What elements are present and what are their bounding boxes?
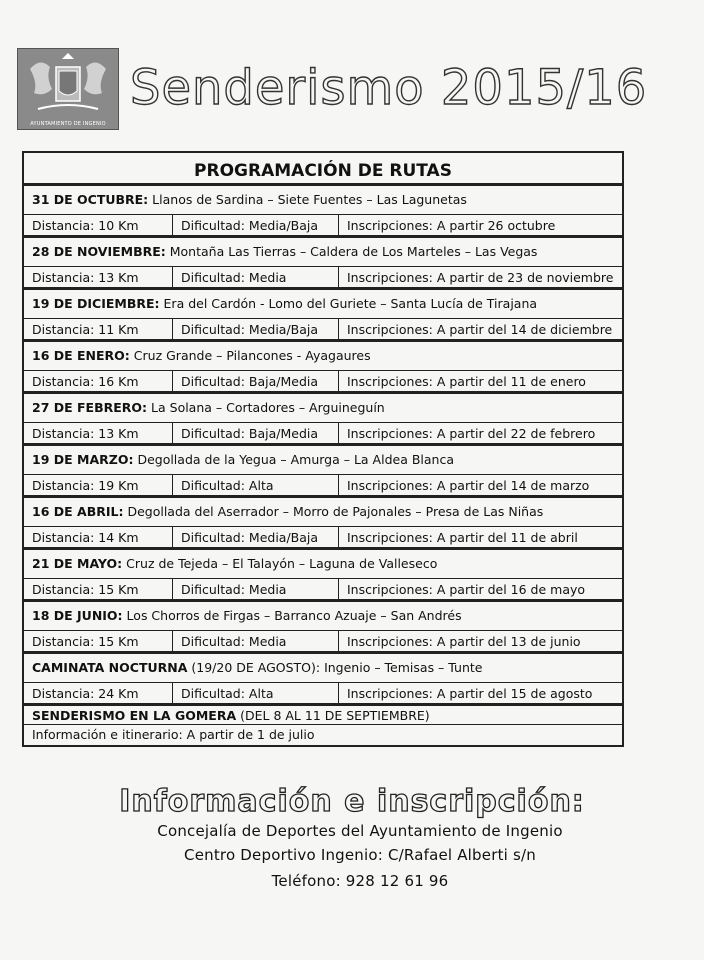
route-name: Degollada de la Yegua – Amurga – La Aldea Blanca xyxy=(137,452,454,467)
route-registration: Inscripciones: A partir del 15 de agosto xyxy=(347,686,593,701)
route-details xyxy=(24,475,622,495)
gomera-info: Información e itinerario: A partir de 1 de julio xyxy=(32,727,315,742)
route-date: 31 DE OCTUBRE: xyxy=(32,192,149,207)
route-name: Montaña Las Tierras – Caldera de Los Marteles – Las Vegas xyxy=(169,244,538,259)
gomera-title: SENDERISMO EN LA GOMERA xyxy=(32,708,237,723)
route-difficulty: Dificultad: Media/Baja xyxy=(173,215,339,235)
route-name: Cruz Grande – Pilancones - Ayagaures xyxy=(133,348,371,363)
route-heading xyxy=(24,238,622,267)
routes-table xyxy=(22,151,624,747)
gomera-heading xyxy=(24,706,622,725)
route-difficulty: Dificultad: Media/Baja xyxy=(173,319,339,339)
route-difficulty: Dificultad: Alta xyxy=(173,475,339,495)
route-difficulty: Dificultad: Media xyxy=(173,631,339,651)
route-registration: Inscripciones: A partir del 22 de febrero xyxy=(347,426,596,441)
route-date: 19 DE MARZO: xyxy=(32,452,134,467)
route-heading xyxy=(24,602,622,631)
route-distance: Distancia: 13 Km xyxy=(24,267,173,287)
route-distance: Distancia: 13 Km xyxy=(24,423,173,443)
route-distance: Distancia: 10 Km xyxy=(24,215,173,235)
route-difficulty: Dificultad: Baja/Media xyxy=(173,423,339,443)
route-registration: Inscripciones: A partir 26 octubre xyxy=(347,218,556,233)
route-row xyxy=(24,446,622,498)
route-registration: Inscripciones: A partir de 23 de noviembre xyxy=(347,270,614,285)
route-distance: Distancia: 14 Km xyxy=(24,527,173,547)
route-registration: Inscripciones: A partir del 14 de diciembre xyxy=(347,322,613,337)
route-heading xyxy=(24,394,622,423)
route-heading xyxy=(24,498,622,527)
route-difficulty: Dificultad: Baja/Media xyxy=(173,371,339,391)
route-details xyxy=(24,631,622,651)
route-date: 27 DE FEBRERO: xyxy=(32,400,148,415)
route-heading xyxy=(24,342,622,371)
route-registration: Inscripciones: A partir del 16 de mayo xyxy=(347,582,586,597)
route-name: Era del Cardón - Lomo del Guriete – Santa Lucía de Tirajana xyxy=(163,296,538,311)
route-difficulty: Dificultad: Media xyxy=(173,579,339,599)
route-distance: Distancia: 24 Km xyxy=(24,683,173,703)
page-title: Senderismo 2015/16 xyxy=(130,60,648,116)
route-name: La Solana – Cortadores – Arguineguín xyxy=(151,400,385,415)
route-date: 16 DE ABRIL: xyxy=(32,504,124,519)
route-row xyxy=(24,498,622,550)
route-details xyxy=(24,527,622,547)
route-row xyxy=(24,654,622,706)
route-details xyxy=(24,423,622,443)
info-title: Información e inscripción: xyxy=(119,784,585,819)
route-name: Cruz de Tejeda – El Talayón – Laguna de Valleseco xyxy=(126,556,438,571)
route-name: (19/20 DE AGOSTO): Ingenio – Temisas – Tunte xyxy=(191,660,483,675)
route-difficulty: Dificultad: Media xyxy=(173,267,339,287)
route-registration: Inscripciones: A partir del 11 de enero xyxy=(347,374,586,389)
route-details xyxy=(24,579,622,599)
route-heading xyxy=(24,446,622,475)
route-heading xyxy=(24,290,622,319)
route-row xyxy=(24,186,622,238)
route-date: 16 DE ENERO: xyxy=(32,348,130,363)
route-date: 19 DE DICIEMBRE: xyxy=(32,296,160,311)
route-row xyxy=(24,550,622,602)
route-name: Degollada del Aserrador – Morro de Pajonales – Presa de Las Niñas xyxy=(127,504,544,519)
route-distance: Distancia: 15 Km xyxy=(24,631,173,651)
coat-of-arms-icon xyxy=(18,49,118,129)
route-date: 18 DE JUNIO: xyxy=(32,608,123,623)
route-heading xyxy=(24,550,622,579)
info-line-phone: Teléfono: 928 12 61 96 xyxy=(271,872,449,890)
route-details xyxy=(24,319,622,339)
route-details xyxy=(24,215,622,235)
route-date: 28 DE NOVIEMBRE: xyxy=(32,244,166,259)
route-row xyxy=(24,238,622,290)
route-registration: Inscripciones: A partir del 13 de junio xyxy=(347,634,581,649)
route-row xyxy=(24,342,622,394)
route-details xyxy=(24,371,622,391)
route-distance: Distancia: 11 Km xyxy=(24,319,173,339)
route-distance: Distancia: 15 Km xyxy=(24,579,173,599)
route-distance: Distancia: 16 Km xyxy=(24,371,173,391)
route-date: CAMINATA NOCTURNA xyxy=(32,660,188,675)
route-row xyxy=(24,394,622,446)
route-row xyxy=(24,290,622,342)
route-row xyxy=(24,602,622,654)
ayuntamiento-logo xyxy=(17,48,119,130)
gomera-dates: (DEL 8 AL 11 DE SEPTIEMBRE) xyxy=(240,708,430,723)
gomera-section xyxy=(24,706,622,745)
route-registration: Inscripciones: A partir del 14 de marzo xyxy=(347,478,590,493)
route-difficulty: Dificultad: Alta xyxy=(173,683,339,703)
route-name: Llanos de Sardina – Siete Fuentes – Las Lagunetas xyxy=(152,192,467,207)
table-title: PROGRAMACIÓN DE RUTAS xyxy=(24,153,622,186)
route-details xyxy=(24,267,622,287)
info-line-address: Centro Deportivo Ingenio: C/Rafael Alberti s/n xyxy=(184,846,536,864)
route-heading xyxy=(24,186,622,215)
route-difficulty: Dificultad: Media/Baja xyxy=(173,527,339,547)
routes-list xyxy=(24,186,622,706)
route-heading xyxy=(24,654,622,683)
logo-caption: AYUNTAMIENTO DE INGENIO xyxy=(30,121,106,127)
route-registration: Inscripciones: A partir del 11 de abril xyxy=(347,530,578,545)
route-date: 21 DE MAYO: xyxy=(32,556,123,571)
info-line-department: Concejalía de Deportes del Ayuntamiento de Ingenio xyxy=(157,822,563,840)
route-details xyxy=(24,683,622,703)
route-name: Los Chorros de Firgas – Barranco Azuaje – San Andrés xyxy=(126,608,462,623)
route-distance: Distancia: 19 Km xyxy=(24,475,173,495)
